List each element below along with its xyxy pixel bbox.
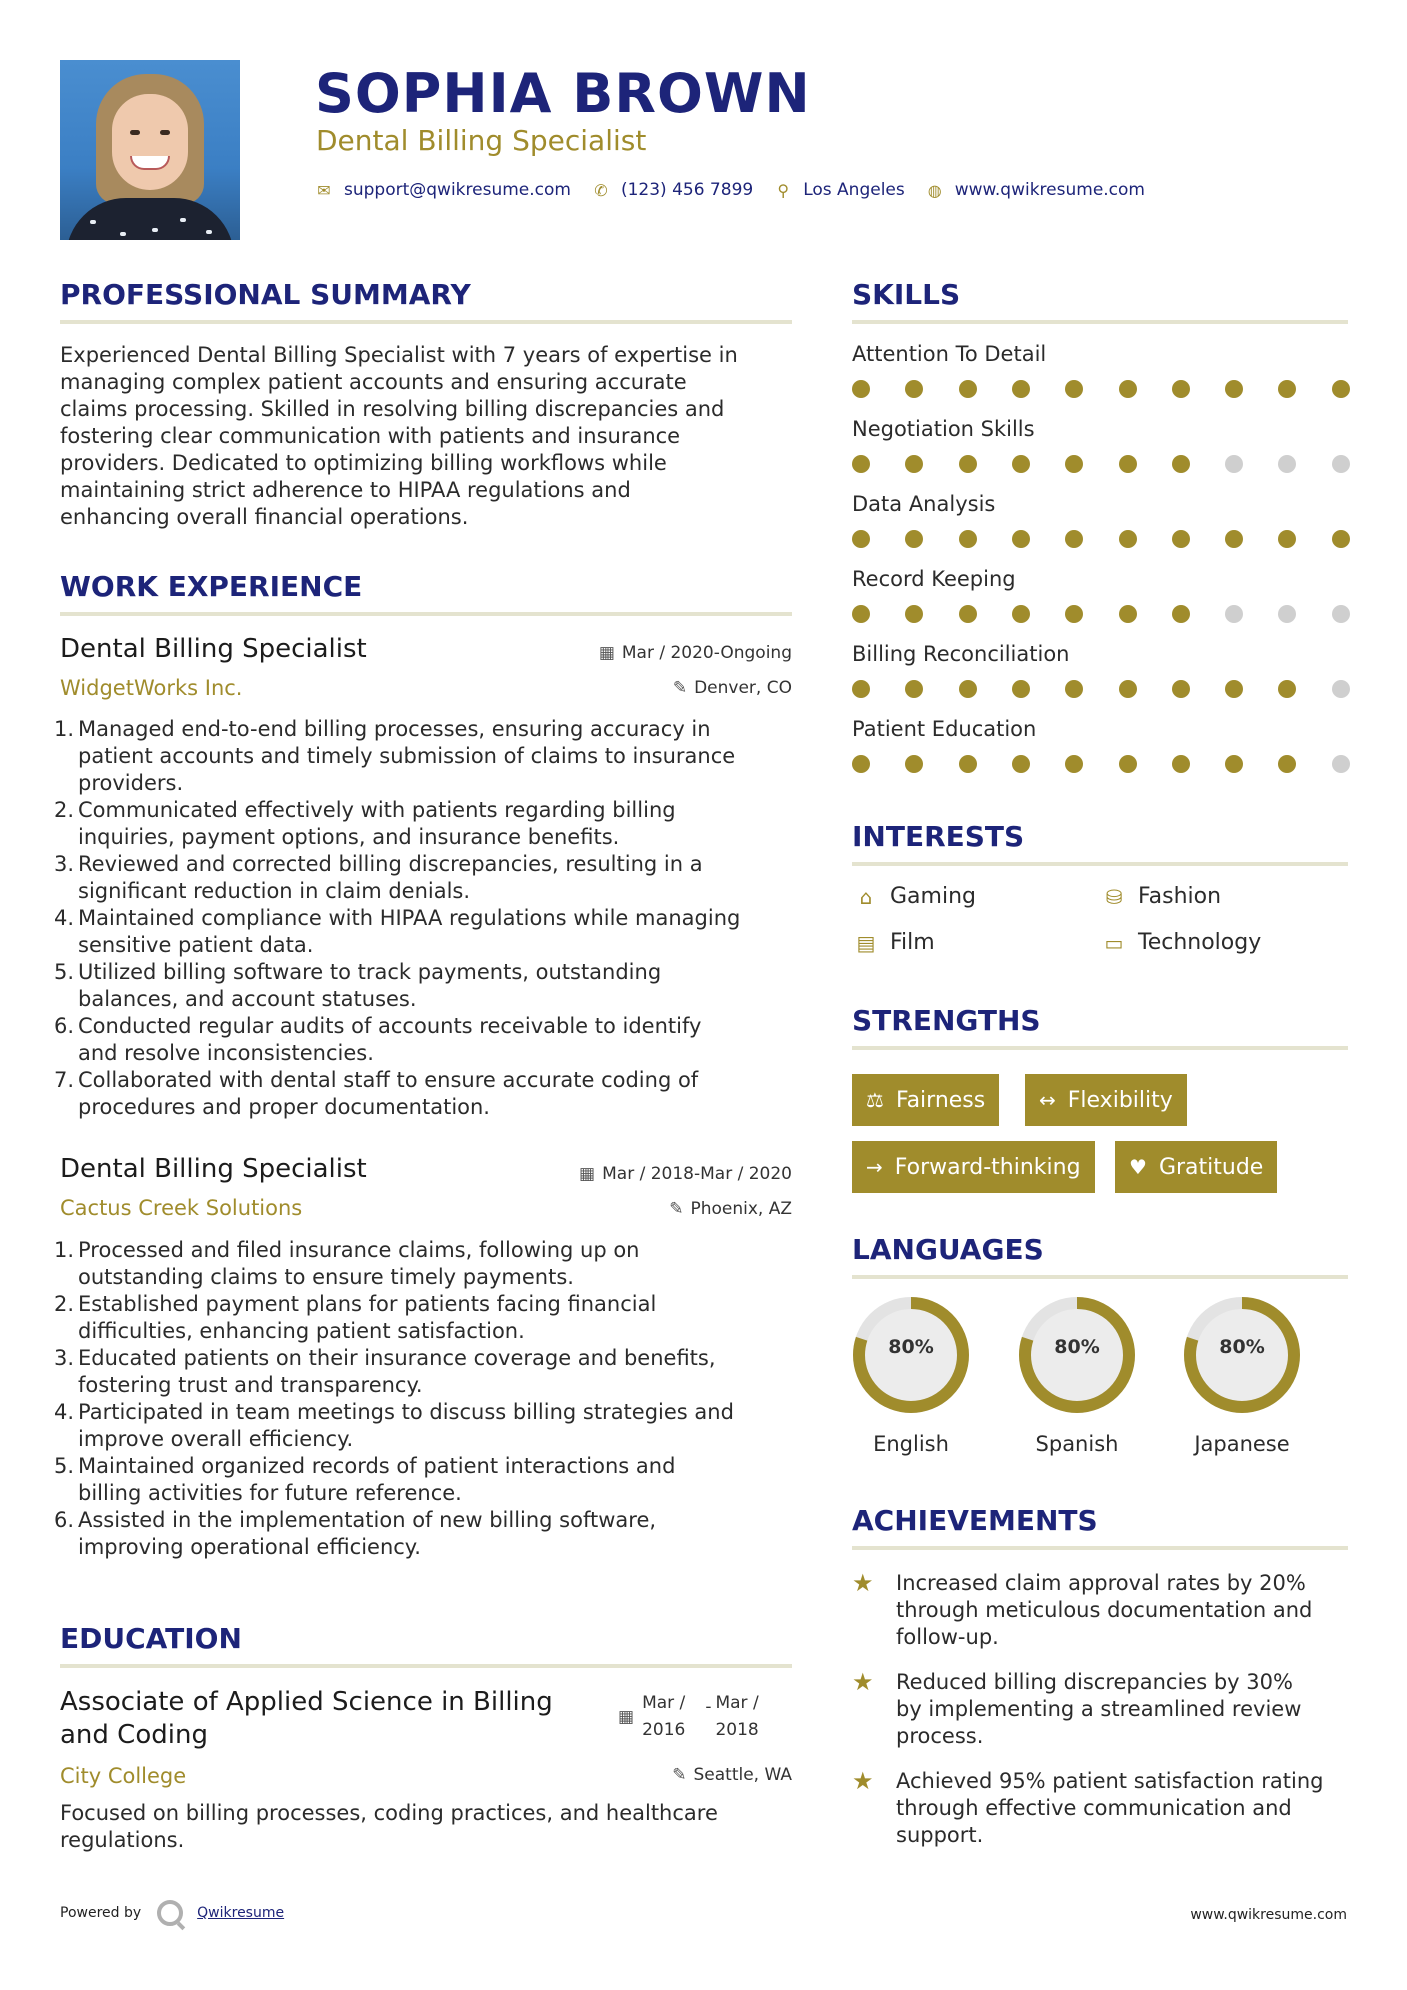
language-name: Japanese — [1194, 1432, 1290, 1456]
skill-dot-filled — [852, 530, 870, 548]
skill-rating — [852, 605, 1350, 623]
interest-item-fashion: ⛁ Fashion — [1100, 884, 1221, 909]
education-dates: ▦ Mar / 2016 - Mar / 2018 — [618, 1690, 759, 1744]
pushpin-icon: ✎ — [672, 1765, 687, 1785]
job-title: Dental Billing Specialist — [60, 1154, 367, 1184]
skill-dot-filled — [852, 755, 870, 773]
skill-dot-filled — [1172, 530, 1190, 548]
pushpin-icon: ✎ — [672, 678, 688, 698]
skill-dot-filled — [1065, 755, 1083, 773]
list-item: 1. Managed end-to-end billing processes, ensuring accuracy in patient accounts and timely submission of claims to insurance providers. — [54, 717, 736, 795]
contact-email[interactable]: support@qwikresume.com — [344, 180, 571, 200]
job-company: Cactus Creek Solutions — [60, 1196, 303, 1220]
section-title-experience: WORK EXPERIENCE — [60, 570, 363, 603]
balance-scale-icon: ⚖ — [866, 1088, 884, 1112]
strength-tag-fairness: ⚖ Fairness — [852, 1074, 999, 1126]
skill-dot-filled — [1172, 605, 1190, 623]
list-item: 2. Communicated effectively with patients regarding billing inquiries, payment options, and insurance benefits. — [54, 798, 676, 849]
skill-dot-filled — [905, 680, 923, 698]
skill-dot-filled — [1065, 680, 1083, 698]
section-divider — [852, 862, 1348, 866]
star-icon: ★ — [852, 1767, 874, 1795]
job-location: ✎ Phoenix, AZ — [669, 1199, 792, 1219]
job-dates: ▦ Mar / 2020-Ongoing — [598, 643, 792, 663]
skill-rating — [852, 455, 1350, 473]
job-location: ✎ Denver, CO — [672, 678, 792, 698]
interest-item-gaming: ⌂ Gaming — [852, 884, 976, 909]
footer-powered-by — [60, 1900, 284, 1926]
skill-dot-filled — [959, 680, 977, 698]
skill-dot-filled — [959, 380, 977, 398]
envelope-icon: ✉ — [317, 180, 331, 200]
skill-dot-filled — [905, 605, 923, 623]
calendar-icon: ▦ — [598, 643, 615, 663]
pushpin-icon: ✎ — [669, 1199, 684, 1219]
arrows-horizontal-icon: ↔ — [1039, 1088, 1056, 1112]
skill-name: Billing Reconciliation — [852, 642, 1070, 666]
education-description: Focused on billing processes, coding practices, and healthcare regulations. — [60, 1801, 718, 1852]
language-percent: 80% — [888, 1336, 934, 1358]
section-title-education: EDUCATION — [60, 1622, 242, 1655]
section-title-skills: SKILLS — [852, 278, 961, 311]
skill-dot-empty — [1332, 605, 1350, 623]
section-divider — [852, 1046, 1348, 1050]
summary-text: Experienced Dental Billing Specialist with 7 years of expertise in managing complex patient accounts and ensuring accurate claims processing. Skilled in resolving billing discrepancies and fostering clear communication with patients and insurance providers. Dedicated to optimizing billing workflows while maintaining strict adherence to HIPAA regulations and enhancing overall financial operations. — [60, 343, 738, 529]
profile-photo — [60, 60, 240, 240]
skill-rating — [852, 680, 1350, 698]
skill-dot-filled — [905, 755, 923, 773]
laptop-icon: ▭ — [1104, 930, 1124, 955]
skill-dot-filled — [1065, 605, 1083, 623]
list-item: 3. Reviewed and corrected billing discrepancies, resulting in a significant reduction in claim denials. — [54, 852, 703, 903]
list-item: 5. Maintained organized records of patient interactions and billing activities for future reference. — [54, 1454, 676, 1505]
list-item: 5. Utilized billing software to track payments, outstanding balances, and account statuses. — [54, 960, 662, 1011]
achievement-item: ★ Reduced billing discrepancies by 30% by implementing a streamlined review process. — [852, 1668, 1302, 1748]
shopping-bag-icon: ⛁ — [1105, 884, 1123, 909]
skill-rating — [852, 755, 1350, 773]
section-title-summary: PROFESSIONAL SUMMARY — [60, 278, 471, 311]
section-title-achievements: ACHIEVEMENTS — [852, 1504, 1098, 1537]
skill-dot-filled — [1012, 380, 1030, 398]
language-name: English — [873, 1432, 949, 1456]
skill-dot-empty — [1225, 605, 1243, 623]
skill-dot-filled — [1119, 680, 1137, 698]
skill-dot-filled — [1278, 755, 1296, 773]
section-title-strengths: STRENGTHS — [852, 1004, 1041, 1037]
skill-dot-filled — [1119, 380, 1137, 398]
skill-dot-filled — [1172, 380, 1190, 398]
list-item: 4. Participated in team meetings to discuss billing strategies and improve overall efficiency. — [54, 1400, 734, 1451]
skill-dot-filled — [1225, 680, 1243, 698]
skill-dot-filled — [1172, 755, 1190, 773]
skill-dot-empty — [1332, 755, 1350, 773]
heart-icon: ♥ — [1129, 1155, 1147, 1179]
skill-dot-filled — [1012, 530, 1030, 548]
skill-dot-filled — [905, 530, 923, 548]
skill-dot-filled — [1278, 380, 1296, 398]
skill-dot-filled — [959, 605, 977, 623]
section-divider — [852, 1546, 1348, 1550]
school-name: City College — [60, 1764, 187, 1788]
strength-tag-gratitude: ♥ Gratitude — [1115, 1141, 1277, 1193]
skill-dot-filled — [959, 755, 977, 773]
language-name: Spanish — [1035, 1432, 1119, 1456]
skill-name: Attention To Detail — [852, 342, 1047, 366]
language-percent: 80% — [1219, 1336, 1265, 1358]
powered-by-label: Powered by — [60, 1905, 142, 1921]
contact-bar — [316, 180, 1167, 200]
strength-tag-forward-thinking: → Forward-thinking — [852, 1141, 1095, 1193]
list-item: 6. Assisted in the implementation of new billing software, improving operational efficiency. — [54, 1508, 657, 1559]
achievement-item: ★ Increased claim approval rates by 20% through meticulous documentation and follow-up. — [852, 1569, 1313, 1649]
list-item: 4. Maintained compliance with HIPAA regulations while managing sensitive patient data. — [54, 906, 741, 957]
language-gauge — [1181, 1294, 1303, 1456]
strength-tag-flexibility: ↔ Flexibility — [1025, 1074, 1187, 1126]
achievement-item: ★ Achieved 95% patient satisfaction rating through effective communication and support. — [852, 1767, 1324, 1847]
skill-name: Patient Education — [852, 717, 1037, 741]
footer-url[interactable]: www.qwikresume.com — [1190, 1907, 1347, 1923]
skill-dot-empty — [1332, 455, 1350, 473]
skill-dot-filled — [1225, 755, 1243, 773]
job-dates: ▦ Mar / 2018-Mar / 2020 — [579, 1164, 792, 1184]
skill-dot-filled — [905, 455, 923, 473]
phone-icon: ✆ — [594, 180, 608, 200]
skill-dot-filled — [959, 530, 977, 548]
contact-website[interactable]: www.qwikresume.com — [954, 180, 1145, 200]
degree-title: Associate of Applied Science in Billing and Coding — [60, 1687, 553, 1750]
candidate-title: Dental Billing Specialist — [316, 124, 647, 157]
skill-dot-empty — [1278, 605, 1296, 623]
skill-dot-filled — [1225, 530, 1243, 548]
interest-item-technology: ▭ Technology — [1100, 930, 1261, 955]
job-title: Dental Billing Specialist — [60, 634, 367, 664]
skill-dot-filled — [852, 680, 870, 698]
arrow-right-icon: → — [866, 1155, 883, 1179]
map-pin-icon: ⚲ — [777, 180, 790, 200]
section-divider — [60, 320, 792, 324]
skill-dot-filled — [1012, 455, 1030, 473]
skill-dot-filled — [1065, 530, 1083, 548]
skill-dot-empty — [1332, 680, 1350, 698]
skill-dot-filled — [1332, 380, 1350, 398]
section-divider — [852, 1275, 1348, 1279]
skill-rating — [852, 530, 1350, 548]
skill-dot-empty — [1278, 455, 1296, 473]
skill-dot-filled — [852, 605, 870, 623]
education-location: ✎ Seattle, WA — [672, 1765, 792, 1785]
skill-name: Record Keeping — [852, 567, 1016, 591]
language-gauge — [850, 1294, 972, 1456]
section-divider — [852, 320, 1348, 324]
calendar-icon: ▦ — [579, 1164, 596, 1184]
language-percent: 80% — [1054, 1336, 1100, 1358]
skill-dot-filled — [1225, 380, 1243, 398]
skill-dot-filled — [1119, 530, 1137, 548]
list-item: 1. Processed and filed insurance claims, following up on outstanding claims to ensure timely payments. — [54, 1238, 640, 1289]
skill-dot-filled — [1119, 605, 1137, 623]
skill-dot-filled — [1278, 680, 1296, 698]
skill-dot-filled — [905, 380, 923, 398]
star-icon: ★ — [852, 1668, 874, 1696]
skill-dot-filled — [1172, 680, 1190, 698]
job-company: WidgetWorks Inc. — [60, 676, 243, 700]
skill-dot-filled — [959, 455, 977, 473]
skill-name: Data Analysis — [852, 492, 996, 516]
list-item: 7. Collaborated with dental staff to ensure accurate coding of procedures and proper documentation. — [54, 1068, 699, 1119]
skill-dot-filled — [1119, 455, 1137, 473]
skill-rating — [852, 380, 1350, 398]
list-item: 3. Educated patients on their insurance coverage and benefits, fostering trust and transparency. — [54, 1346, 716, 1397]
globe-icon: ◍ — [927, 180, 942, 200]
brand-link[interactable]: Qwikresume — [197, 1905, 285, 1921]
section-title-languages: LANGUAGES — [852, 1233, 1044, 1266]
skill-dot-filled — [852, 380, 870, 398]
contact-location: Los Angeles — [803, 180, 905, 200]
skill-dot-filled — [1012, 680, 1030, 698]
job-bullets — [54, 1237, 794, 1561]
skill-dot-empty — [1225, 455, 1243, 473]
candidate-name: SOPHIA BROWN — [315, 62, 811, 125]
skill-dot-filled — [1119, 755, 1137, 773]
skill-dot-filled — [1172, 455, 1190, 473]
interest-item-film: ▤ Film — [852, 930, 935, 955]
star-icon: ★ — [852, 1569, 874, 1597]
contact-phone[interactable]: (123) 456 7899 — [620, 180, 754, 200]
language-gauge — [1016, 1294, 1138, 1456]
gamepad-icon: ⌂ — [859, 884, 873, 909]
skill-dot-filled — [852, 455, 870, 473]
skill-dot-filled — [1012, 605, 1030, 623]
qwikresume-logo-icon — [157, 1900, 183, 1926]
skill-dot-filled — [1065, 380, 1083, 398]
job-bullets — [54, 716, 794, 1121]
section-title-interests: INTERESTS — [852, 820, 1025, 853]
film-icon: ▤ — [856, 930, 876, 955]
list-item: 2. Established payment plans for patients facing financial difficulties, enhancing patient satisfaction. — [54, 1292, 657, 1343]
skill-dot-filled — [1012, 755, 1030, 773]
section-divider — [60, 612, 792, 616]
skill-dot-filled — [1278, 530, 1296, 548]
skill-name: Negotiation Skills — [852, 417, 1035, 441]
skill-dot-filled — [1332, 530, 1350, 548]
list-item: 6. Conducted regular audits of accounts receivable to identify and resolve inconsistencies. — [54, 1014, 702, 1065]
skill-dot-filled — [1065, 455, 1083, 473]
calendar-icon: ▦ — [618, 1707, 635, 1727]
section-divider — [60, 1664, 792, 1668]
